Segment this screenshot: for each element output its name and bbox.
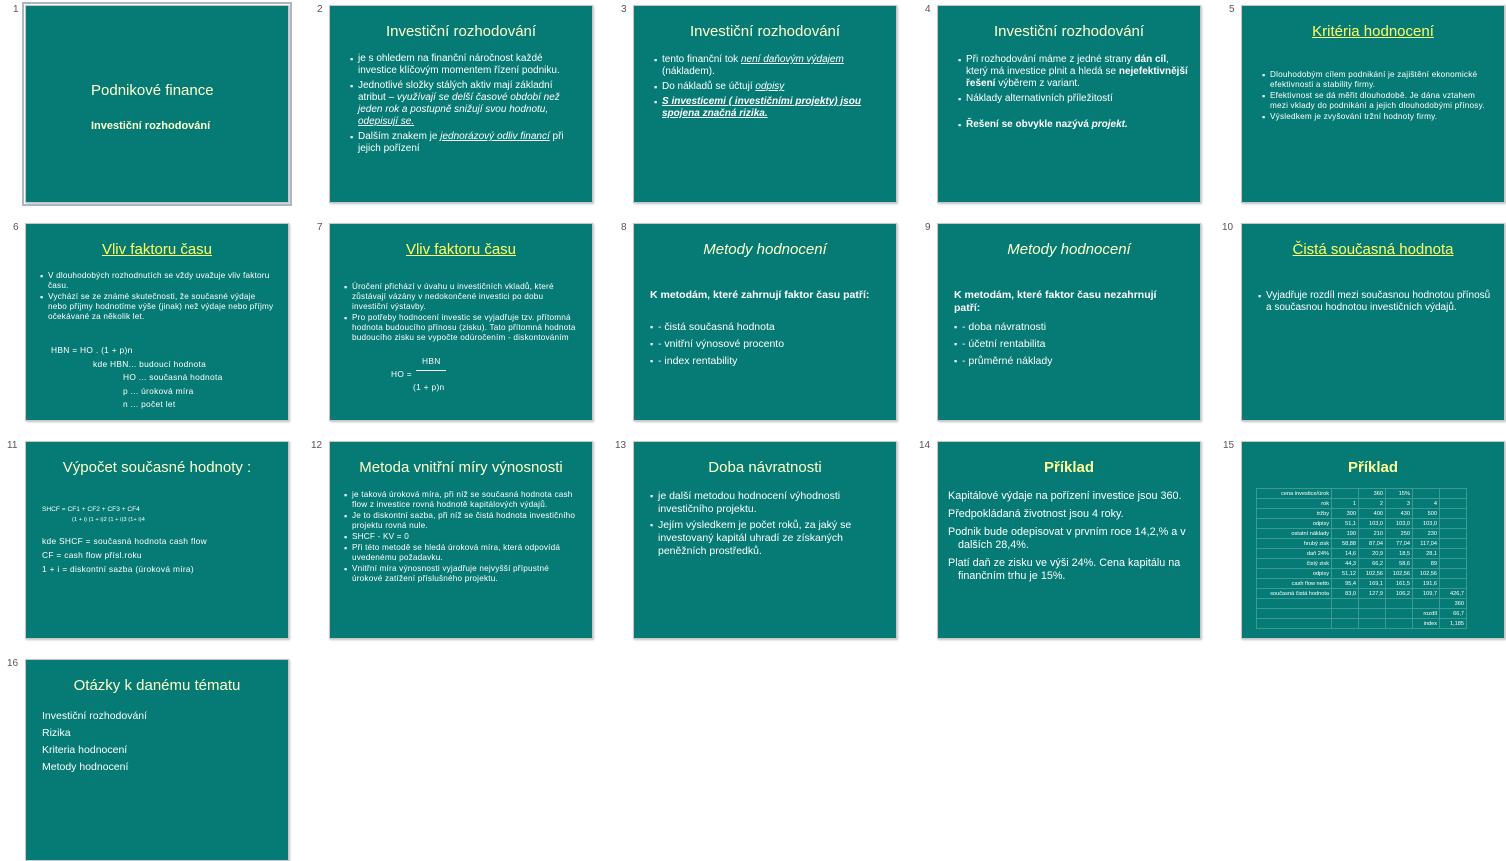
table-cell: cash flow netto	[1257, 579, 1332, 589]
bullet: ▪ - vnitřní výnosové procento	[650, 337, 884, 351]
table-cell: 210	[1359, 529, 1386, 539]
table-row	[1257, 539, 1467, 549]
table-cell	[1332, 609, 1359, 619]
table-cell: odpisy	[1257, 519, 1332, 529]
bullet: ▪ V dlouhodobých rozhodnutích se vždy uvažuje vliv faktoru času.	[40, 271, 276, 291]
paragraph: Platí daň ze zisku ve výši 24%. Cena kapitálu na finančním trhu je 15%.	[948, 557, 1181, 582]
table-cell	[1440, 529, 1467, 539]
table-cell	[1359, 599, 1386, 609]
table-cell: 28,1	[1413, 549, 1440, 559]
table-cell: 89	[1413, 559, 1440, 569]
table-cell: daň 24%	[1257, 549, 1332, 559]
bullet: ▪ Vnitřní míra výnosnosti vyjadřuje nejvyšší přípustné úrokové zatížení příslušného projektu.	[344, 564, 580, 584]
table-cell: 2	[1359, 499, 1386, 509]
table-cell	[1440, 499, 1467, 509]
definition-line: 1 + i = diskontní sazba (úroková míra)	[42, 564, 194, 574]
slide-title: Příklad	[1043, 459, 1095, 476]
slide-bullets	[1258, 290, 1492, 317]
table-cell: současná čistá hodnota	[1257, 589, 1332, 599]
slide-thumbnail-6[interactable]	[25, 223, 289, 421]
slide-number: 10	[1222, 222, 1234, 233]
slide-number: 1	[13, 4, 19, 15]
table-cell	[1440, 559, 1467, 569]
slide-number: 6	[13, 222, 19, 233]
table-cell	[1386, 609, 1413, 619]
paragraph: Podnik bude odepisovat v prvním roce 14,2,% a v dalších 28,4%.	[948, 526, 1186, 551]
table-cell: 400	[1359, 509, 1386, 519]
slide-heading: K metodám, které zahrnují faktor času patří:	[650, 289, 870, 301]
slide-thumbnail-15[interactable]	[1241, 441, 1505, 639]
bullet: ▪ Jednotlivé složky stálých aktiv mají základní atribut – využívají se delší časové období než jeden rok a postupně snižují svou hodnotu, odepisují se.	[350, 80, 580, 128]
table-cell	[1413, 599, 1440, 609]
table-cell: odpisy	[1257, 569, 1332, 579]
table-cell: 77,04	[1386, 539, 1413, 549]
table-cell	[1332, 619, 1359, 629]
table-cell: 3	[1386, 499, 1413, 509]
slide-title: Investiční rozhodování	[993, 23, 1145, 40]
bullet: ▪ - index rentability	[650, 354, 884, 368]
table-cell: 127,9	[1359, 589, 1386, 599]
table-cell: 106,2	[1386, 589, 1413, 599]
slide-body	[948, 490, 1193, 583]
formula-numerator: HBN	[422, 356, 441, 366]
formula-line: HO ... současná hodnota	[123, 372, 223, 382]
bullet: ▪ je taková úroková míra, při níž se současná hodnota cash flow z investice rovná hodnotě kapitálových výdajů.	[344, 490, 580, 510]
formula-line: HBN = HO . (1 + p)n	[51, 345, 133, 355]
table-cell	[1359, 609, 1386, 619]
slide-subtitle: Investiční rozhodování	[91, 120, 211, 132]
formula-line: kde HBN... budoucí hodnota	[93, 359, 207, 369]
bullet: ▪ Dalším znakem je jednorázový odliv financí při jejich pořízení	[350, 131, 580, 155]
bullet: ▪ - účetní rentabilita	[954, 337, 1188, 351]
table-cell: 15%	[1386, 489, 1413, 499]
table-cell	[1440, 539, 1467, 549]
table-cell: 14,6	[1332, 549, 1359, 559]
slide-bullets	[40, 271, 276, 323]
table-row	[1257, 499, 1467, 509]
table-cell: 360	[1440, 599, 1467, 609]
table-cell: 103,0	[1359, 519, 1386, 529]
table-cell: 103,0	[1386, 519, 1413, 529]
slide-title: Metody hodnocení	[1007, 241, 1131, 258]
slide-number: 4	[925, 4, 931, 15]
formula-line: n ... počet let	[123, 399, 176, 409]
slide-title: Investiční rozhodování	[689, 23, 841, 40]
slide-thumbnail-3[interactable]	[633, 5, 897, 203]
slide-thumbnail-14[interactable]	[937, 441, 1201, 639]
slide-title: Metoda vnitřní míry výnosnosti	[359, 459, 563, 476]
slide-bullets	[350, 53, 580, 158]
slide-title: Vliv faktoru času	[101, 241, 213, 258]
table-cell: 83,0	[1332, 589, 1359, 599]
table-cell: 58,88	[1332, 539, 1359, 549]
table-cell	[1440, 549, 1467, 559]
slide-title: Kritéria hodnocení	[1312, 23, 1434, 40]
table-cell: 66,2	[1359, 559, 1386, 569]
table-cell: 190	[1332, 529, 1359, 539]
table-cell: 250	[1386, 529, 1413, 539]
table-cell: 109,7	[1413, 589, 1440, 599]
bullet: ▪ Řešení se obvykle nazývá projekt.	[958, 119, 1188, 131]
slide-title: Podnikové finance	[91, 82, 214, 99]
slide-title: Otázky k danému tématu	[73, 677, 241, 694]
bullet: ▪ Při této metodě se hledá úroková míra, která odpovídá uvedenému požadavku.	[344, 543, 580, 563]
slide-thumbnail-16[interactable]	[25, 659, 289, 861]
table-cell: 20,9	[1359, 549, 1386, 559]
table-cell: 102,56	[1386, 569, 1413, 579]
slide-number: 15	[1223, 440, 1235, 451]
slide-title: Investiční rozhodování	[385, 23, 537, 40]
table-cell	[1440, 579, 1467, 589]
bullet: ▪ je další metodou hodnocení výhodnosti investičního projektu.	[650, 490, 884, 516]
formula-line: p ... úroková míra	[123, 386, 194, 396]
bullet: ▪ Úročení přichází v úvahu u investičních vkladů, které zůstávají vázány v nedokončené investici po dobu investiční výstavby.	[344, 282, 580, 312]
bullet: ▪ - čistá současná hodnota	[650, 320, 884, 334]
formula-denominator: (1 + p)n	[413, 382, 445, 392]
table-row	[1257, 489, 1467, 499]
table-cell: 1,185	[1440, 619, 1467, 629]
table-row	[1257, 519, 1467, 529]
table-row	[1257, 529, 1467, 539]
table-cell: 1	[1332, 499, 1359, 509]
definition-line: CF = cash flow přísl.roku	[42, 550, 142, 560]
table-cell	[1386, 599, 1413, 609]
slide-thumbnail-9[interactable]	[937, 223, 1201, 421]
slide-bullets	[954, 320, 1188, 371]
slide-title: Čistá současná hodnota	[1292, 241, 1454, 258]
formula-lhs: HO =	[391, 369, 412, 379]
slide-number: 3	[621, 4, 627, 15]
bullet: ▪ je s ohledem na finanční náročnost každé investice klíčovým momentem řízení podniku.	[350, 53, 580, 77]
bullet: ▪ tento finanční tok není daňovým výdajem (nákladem).	[654, 54, 884, 78]
slide-number: 2	[317, 4, 323, 15]
slide-number: 12	[311, 440, 323, 451]
table-cell: ostatní náklady	[1257, 529, 1332, 539]
table-cell: 430	[1386, 509, 1413, 519]
table-cell: 58,6	[1386, 559, 1413, 569]
table-cell: 102,56	[1359, 569, 1386, 579]
table-row	[1257, 569, 1467, 579]
table-cell: 44,3	[1332, 559, 1359, 569]
table-cell: 300	[1332, 509, 1359, 519]
bullet: ▪ Vyjadřuje rozdíl mezi současnou hodnotou přínosů a současnou hodnotou investičních výdajů.	[1258, 290, 1492, 314]
question-item: Investiční rozhodování	[42, 710, 148, 722]
slide-number: 16	[7, 658, 19, 669]
table-cell: čistý zisk	[1257, 559, 1332, 569]
table-cell: 51,1	[1332, 519, 1359, 529]
slide-title: Doba návratnosti	[708, 459, 822, 476]
table-cell: 191,6	[1413, 579, 1440, 589]
table-cell: 51,12	[1332, 569, 1359, 579]
slide-title: Příklad	[1347, 459, 1399, 476]
slide-thumbnail-12[interactable]	[329, 441, 593, 639]
table-cell	[1440, 569, 1467, 579]
table-cell: 426,7	[1440, 589, 1467, 599]
bullet: ▪ Jejím výsledkem je počet roků, za jaký se investovaný kapitál uhradí ze získaných peněžních prostředků.	[650, 519, 884, 558]
bullet: ▪ Dlouhodobým cílem podnikání je zajištění ekonomické efektivnosti a stability firmy.	[1262, 70, 1492, 90]
definition-line: kde SHCF = současná hodnota cash flow	[42, 536, 207, 546]
table-cell: 169,1	[1359, 579, 1386, 589]
slide-title: Vliv faktoru času	[405, 241, 517, 258]
table-cell	[1386, 619, 1413, 629]
formula-denominators: (1 + i) (1 + i)2 (1 + i)3 (1+ i)4	[72, 517, 145, 523]
bullet: ▪ - průměrné náklady	[954, 354, 1188, 368]
slide-number: 9	[925, 222, 931, 233]
slide-number: 8	[621, 222, 627, 233]
slide-number: 13	[615, 440, 627, 451]
table-row	[1257, 619, 1467, 629]
table-cell: 4	[1413, 499, 1440, 509]
slide-thumbnail-4[interactable]	[937, 5, 1201, 203]
table-cell: hrubý zisk	[1257, 539, 1332, 549]
table-cell	[1440, 509, 1467, 519]
table-cell: 87,04	[1359, 539, 1386, 549]
table-cell	[1257, 609, 1332, 619]
table-cell: 161,5	[1386, 579, 1413, 589]
slide-bullets	[650, 320, 884, 371]
question-item: Rizika	[42, 727, 71, 739]
bullet: ▪ Výsledkem je zvyšování tržní hodnoty firmy.	[1262, 112, 1492, 122]
slide-thumbnail-13[interactable]	[633, 441, 897, 639]
table-cell	[1440, 489, 1467, 499]
slide-thumbnail-2[interactable]	[329, 5, 593, 203]
table-cell: rok	[1257, 499, 1332, 509]
bullet: ▪ Efektivnost se dá měřit dlouhodobě. Je dána vztahem mezi vklady do podnikání a jejich dlouhodobými přínosy.	[1262, 91, 1492, 111]
table-cell: 230	[1413, 529, 1440, 539]
bullet: ▪ Náklady alternativních příležitostí	[958, 93, 1188, 105]
slide-title: Výpočet současné hodnoty :	[62, 459, 252, 476]
table-cell	[1332, 489, 1359, 499]
table-row	[1257, 599, 1467, 609]
table-cell	[1440, 519, 1467, 529]
bullet: ▪ Je to diskontní sazba, při níž se čistá hodnota investičního projektu rovná nule.	[344, 511, 580, 531]
slide-number: 11	[7, 440, 18, 451]
table-cell	[1257, 619, 1332, 629]
slide-number: 14	[919, 440, 931, 451]
table-cell: rozdíl	[1413, 609, 1440, 619]
bullet: ▪ Vychází se ze známé skutečnosti, že současné výdaje nebo příjmy hodnotíme výše (jinak) než výdaje nebo příjmy očekávané za několik let.	[40, 292, 276, 322]
table-cell: 102,56	[1413, 569, 1440, 579]
table-cell: cena investice/úrok	[1257, 489, 1332, 499]
table-cell: index	[1413, 619, 1440, 629]
table-cell: 117,04	[1413, 539, 1440, 549]
table-row	[1257, 609, 1467, 619]
slide-heading: K metodám, které faktor času nezahrnují patří:	[954, 289, 1157, 314]
bullet: ▪ SHCF - KV = 0	[344, 532, 580, 542]
slide-bullets	[344, 282, 580, 344]
table-row	[1257, 579, 1467, 589]
table-row	[1257, 549, 1467, 559]
slide-bullets	[344, 490, 580, 585]
table-cell: 500	[1413, 509, 1440, 519]
question-item: Metody hodnocení	[42, 761, 129, 773]
table-row	[1257, 589, 1467, 599]
bullet: ▪ Do nákladů se účtují odpisy	[654, 81, 884, 93]
slide-thumbnail-11[interactable]	[25, 441, 289, 639]
question-list	[42, 708, 147, 776]
table-cell	[1413, 489, 1440, 499]
paragraph: Předpokládaná životnost jsou 4 roky.	[948, 508, 1124, 520]
table-cell: 103,0	[1413, 519, 1440, 529]
slide-thumbnail-5[interactable]	[1241, 5, 1505, 203]
slide-thumbnail-1[interactable]	[25, 5, 289, 203]
bullet: ▪ Pro potřeby hodnocení investic se vyjadřuje tzv. přítomná hodnota budoucího přínosu (zisku). Tato přítomná hodnota budoucího zisku se vypočte odúročením - diskontováním	[344, 313, 580, 343]
slide-bullets	[1262, 70, 1492, 123]
table-cell	[1257, 599, 1332, 609]
paragraph: Kapitálové výdaje na pořízení investice jsou 360.	[948, 490, 1182, 502]
table-cell: 18,5	[1386, 549, 1413, 559]
table-cell	[1359, 619, 1386, 629]
bullet: ▪ Při rozhodování máme z jedné strany dán cíl, který má investice plnit a hledá se nejefektivnější řešení výběrem z variant.	[958, 54, 1188, 90]
table-cell: 360	[1359, 489, 1386, 499]
slide-number: 5	[1229, 4, 1235, 15]
slide-thumbnail-7[interactable]	[329, 223, 593, 421]
question-item: Kriteria hodnocení	[42, 744, 128, 756]
table-row	[1257, 509, 1467, 519]
table-cell	[1332, 599, 1359, 609]
slide-bullets	[958, 54, 1188, 134]
formula-line: SHCF = CF1 + CF2 + CF3 + CF4	[42, 506, 140, 513]
table-cell: tržby	[1257, 509, 1332, 519]
slide-bullets	[654, 54, 884, 123]
bullet: ▪ - doba návratnosti	[954, 320, 1188, 334]
fraction-line	[416, 370, 446, 371]
slide-title: Metody hodnocení	[703, 241, 827, 258]
table-cell: 66,7	[1440, 609, 1467, 619]
table-row	[1257, 559, 1467, 569]
slide-thumbnail-10[interactable]	[1241, 223, 1505, 421]
bullet: ▪ S investicemi ( investičními projekty) jsou spojena značná rizika.	[654, 96, 884, 120]
slide-number: 7	[317, 222, 323, 233]
slide-thumbnail-8[interactable]	[633, 223, 897, 421]
slide-bullets	[650, 490, 884, 561]
example-table	[1256, 488, 1467, 629]
table-cell: 95,4	[1332, 579, 1359, 589]
